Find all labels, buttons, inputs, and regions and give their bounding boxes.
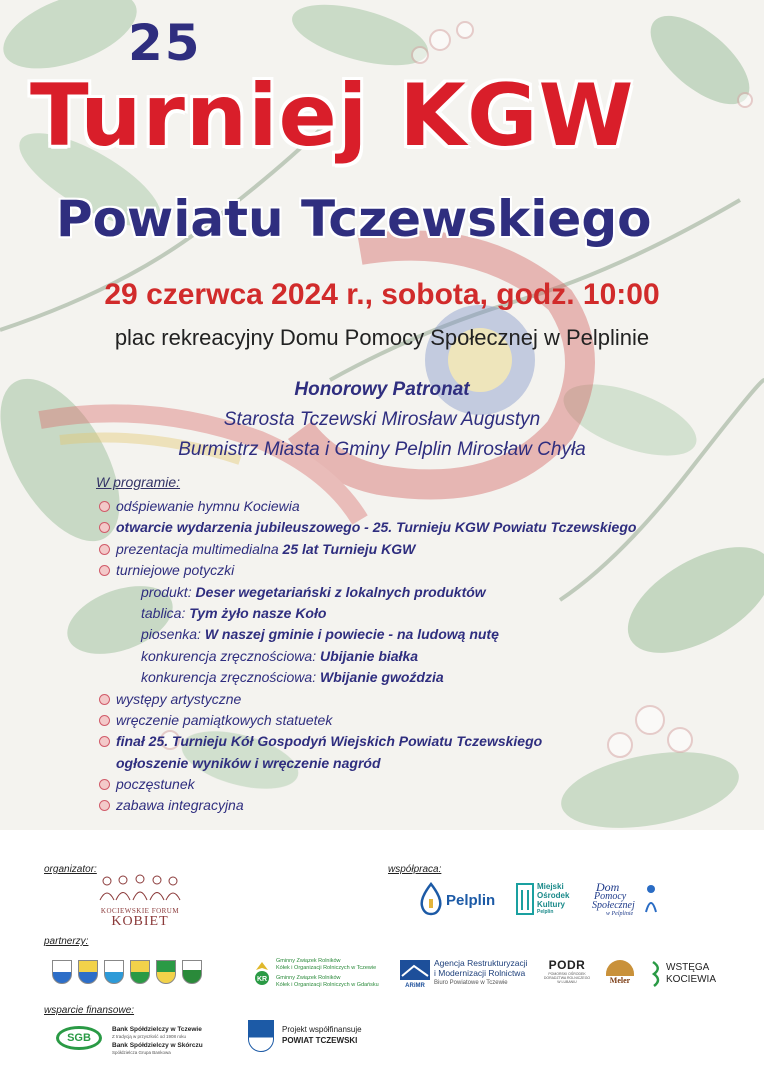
powiat-crest-icon [248, 1020, 274, 1052]
flower-bullet-icon [99, 565, 110, 576]
crest-icon [78, 960, 98, 984]
edition-number: 25 [128, 14, 202, 72]
crest-icon [156, 960, 176, 984]
list-item-continuation: ogłoszenie wyników i wręczenie nagród [116, 754, 381, 771]
list-item: otwarcie wydarzenia jubileuszowego - 25. Turnieju KGW Powiatu Tczewskiego [96, 517, 736, 538]
flower-bullet-icon [99, 522, 110, 533]
ribbon-icon [650, 960, 664, 988]
pelplin-logo: Pelplin [418, 882, 500, 918]
program-list [96, 474, 736, 817]
sub-item: konkurencja zręcznościowa: Wbijanie gwoździa [141, 669, 444, 686]
patron-2: Burmistrz Miasta i Gminy Pelplin Mirosław Chyła [178, 439, 586, 460]
flower-bullet-icon [99, 715, 110, 726]
mok-logo: Miejski Ośrodek Kultury Pelplin [516, 882, 576, 920]
cooperation-label: współpraca: [388, 864, 442, 875]
crest-icon [130, 960, 150, 984]
sub-item: konkurencja zręcznościowa: Ubijanie białka [141, 647, 419, 664]
event-subtitle: Powiatu Tczewskiego [56, 190, 652, 248]
list-item: turniejowe potyczki [96, 560, 736, 581]
event-title: Turniej KGW [30, 66, 635, 166]
flower-bullet-icon [99, 544, 110, 555]
pelplin-drop-icon [418, 882, 444, 916]
program-heading: W programie: [96, 474, 181, 490]
sub-item: produkt: Deser wegetariański z lokalnych produktów [141, 583, 486, 600]
kobiet-forum-logo: KOCIEWSKIE FORUM KOBIET [95, 874, 185, 922]
bread-icon [606, 960, 634, 976]
patron-1: Starosta Tczewski Mirosław Augustyn [223, 409, 541, 430]
mok-building-icon [516, 882, 534, 916]
list-item: występy artystyczne [96, 689, 736, 710]
dps-figure-icon [644, 884, 658, 914]
sub-item: piosenka: W naszej gminie i powiecie - na ludową nutę [141, 626, 499, 643]
event-date: 29 czerwca 2024 r., sobota, godz. 10:00 [104, 278, 660, 311]
flower-bullet-icon [99, 779, 110, 790]
crest-icon [52, 960, 72, 984]
event-place: plac rekreacyjny Domu Pomocy Społecznej w Pelplinie [114, 325, 650, 350]
wstega-kociewia-logo: WSTĘGA KOCIEWIA [650, 960, 720, 990]
partners-label: partnerzy: [44, 936, 89, 947]
list-item: wręczenie pamiątkowych statuetek [96, 710, 736, 731]
podr-logo: PODR POMORSKI OŚRODEK DORADZTWA ROLNICZEGO W LUBANIU [543, 958, 591, 984]
list-item: zabawa integracyjna [96, 795, 736, 816]
flower-bullet-icon [99, 694, 110, 705]
sgb-logo: SGB [56, 1026, 104, 1054]
arimr-logo: ARiMR Agencja Restrukturyzacji i Modernizacji Rolnictwa Biuro Powiatowe w Tczewie [400, 958, 530, 992]
list-item: finał 25. Turnieju Kół Gospodyń Wiejskich Powiatu Tczewskiego [96, 731, 736, 752]
svg-text:KR: KR [256, 976, 268, 983]
crest-icon [104, 960, 124, 984]
flower-bullet-icon [99, 800, 110, 811]
list-item: prezentacja multimedialna 25 lat Turnieju KGW [96, 539, 736, 560]
dps-logo: Dom Pomocy Społecznej w Pelplinie [588, 880, 660, 920]
crest-icon [182, 960, 202, 984]
flower-bullet-icon [99, 501, 110, 512]
financial-support-label: wsparcie finansowe: [44, 1005, 135, 1016]
honorary-patronage [0, 375, 764, 465]
meler-logo: Meler [606, 960, 634, 992]
organizer-label: organizator: [44, 864, 97, 875]
list-item: odśpiewanie hymnu Kociewia [96, 496, 736, 517]
patronage-heading: Honorowy Patronat [294, 379, 470, 400]
banks-text: Bank Spółdzielczy w Tczewie Z tradycją w przyszłość od 1908 roku Bank Spółdzielczy w Skórczu Spółdzielcza Grupa Bankowa [112, 1026, 203, 1055]
kr-wheat-icon [252, 960, 272, 986]
flower-bullet-icon [99, 736, 110, 747]
sub-item: tablica: Tym żyło nasze Koło [141, 604, 327, 621]
list-item: poczęstunek [96, 774, 736, 795]
powiat-tczewski-logo: Projekt współfinansuje POWIAT TCZEWSKI [248, 1020, 388, 1056]
arimr-stripes-icon [400, 960, 430, 988]
sponsors-footer [0, 830, 764, 1080]
women-silhouettes-icon [95, 874, 185, 902]
svg-text:ARiMR: ARiMR [405, 983, 425, 988]
gzr-logo: KR Gminny Związek Rolników Kółek i Organizacji Rolniczych w Tczewie Gminny Związek Rolników Kółek i Organizacji Rolniczych w Gdańsku [252, 958, 382, 992]
